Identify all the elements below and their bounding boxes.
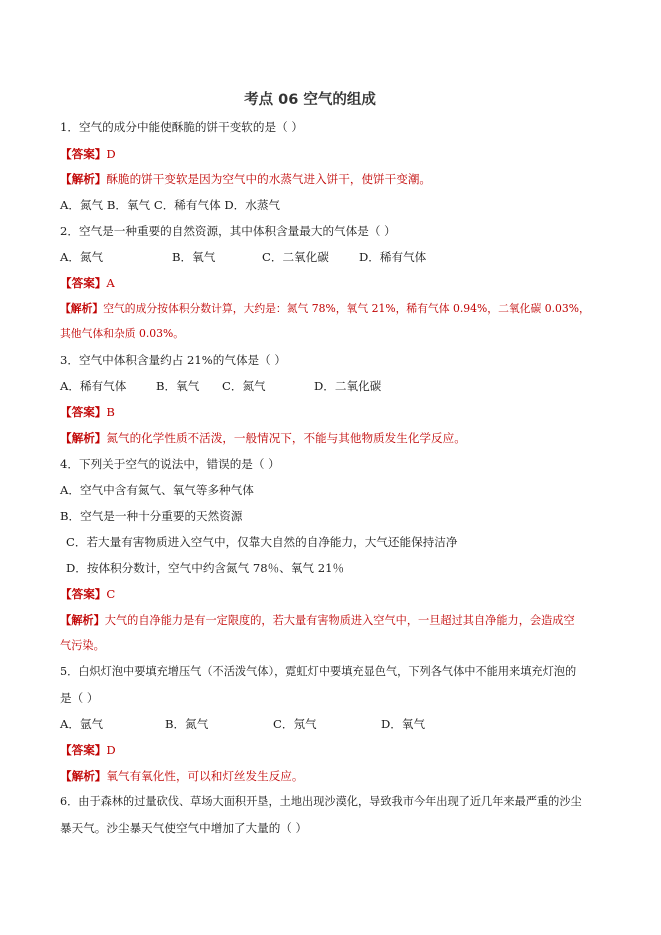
question-2-stem: 2．空气是一种重要的自然资源，其中体积含量最大的气体是（ ） <box>60 224 396 238</box>
question-3-answer <box>60 405 115 419</box>
option-a: A．氩气 <box>60 717 104 731</box>
answer-value: D <box>106 147 116 161</box>
question-5-options <box>60 717 425 731</box>
answer-tag: 【答案】 <box>60 147 107 161</box>
question-2-analysis <box>60 302 590 316</box>
question-5-stem: 5．白炽灯泡中要填充增压气（不活泼气体），霓虹灯中要填充显色气，下列各气体中不能用来填充灯泡的 <box>60 665 577 678</box>
option-c: C．二氧化碳 <box>262 250 329 264</box>
question-2-answer <box>60 276 115 290</box>
question-6-stem-cont: 暴天气。沙尘暴天气使空气中增加了大量的（ ） <box>60 821 308 835</box>
question-4-option-c: C．若大量有害物质进入空气中，仅靠大自然的自净能力，大气还能保持洁净 <box>66 535 458 549</box>
question-1-analysis <box>60 172 431 186</box>
question-2-analysis-cont <box>60 327 184 341</box>
question-6-stem: 6．由于森林的过量砍伐、草场大面积开垦，土地出现沙漠化，导致我市今年出现了近几年来最严重的沙尘 <box>60 795 582 808</box>
question-5-stem-cont: 是（ ） <box>60 691 99 705</box>
analysis-text: 氧气有氧化性，可以和灯丝发生反应。 <box>106 769 304 783</box>
question-4-option-b: B．空气是一种十分重要的天然资源 <box>60 509 243 523</box>
option-b: B．氧气 <box>172 250 216 264</box>
answer-value: A <box>106 276 115 290</box>
question-4-analysis <box>60 613 575 628</box>
question-3-options <box>60 379 381 393</box>
option-d: D．二氧化碳 <box>314 379 382 393</box>
analysis-tag: 【解析】 <box>60 172 107 186</box>
question-4-analysis-cont <box>60 639 105 653</box>
analysis-tag: 【解析】 <box>60 613 105 627</box>
analysis-text: 气污染。 <box>60 639 105 652</box>
option-a: A．稀有气体 <box>60 379 127 393</box>
option-c: C．氮气 <box>222 379 266 393</box>
option-d: D．氧气 <box>381 717 426 731</box>
answer-value: B <box>106 405 115 419</box>
analysis-text: 其他气体和杂质 0.03%。 <box>60 327 185 340</box>
analysis-tag: 【解析】 <box>60 431 107 445</box>
option-a: A．氮气 <box>60 250 104 264</box>
analysis-tag: 【解析】 <box>60 769 107 783</box>
question-5-analysis <box>60 769 304 783</box>
question-4-option-a: A．空气中含有氮气、氧气等多种气体 <box>60 483 254 497</box>
option-d: D．稀有气体 <box>359 250 427 264</box>
answer-tag: 【答案】 <box>60 743 107 757</box>
question-1-answer <box>60 147 116 161</box>
analysis-text: 空气的成分按体积分数计算，大约是：氮气 78%，氧气 21%，稀有气体 0.94%，二氧化碳 0.03%， <box>103 302 590 315</box>
question-4-answer <box>60 587 115 601</box>
analysis-text: 酥脆的饼干变软是因为空气中的水蒸气进入饼干，使饼干变潮。 <box>106 172 432 186</box>
option-b: B．氮气 <box>165 717 209 731</box>
answer-tag: 【答案】 <box>60 405 107 419</box>
option-c: C．氖气 <box>273 717 317 731</box>
analysis-text: 大气的自净能力是有一定限度的，若大量有害物质进入空气中，一旦超过其自净能力，会造成空 <box>104 614 575 627</box>
question-4-option-d: D．按体积分数计，空气中约含氮气 78％、氧气 21％ <box>66 561 345 575</box>
question-5-answer <box>60 743 116 757</box>
analysis-tag: 【解析】 <box>60 302 104 315</box>
option-b: B．氧气 <box>156 379 200 393</box>
answer-tag: 【答案】 <box>60 276 107 290</box>
analysis-text: 氮气的化学性质不活泼，一般情况下，不能与其他物质发生化学反应。 <box>106 431 466 445</box>
page-title: 考点 06 空气的组成 <box>244 92 376 108</box>
answer-value: C <box>106 587 116 601</box>
question-2-options <box>60 250 426 264</box>
answer-tag: 【答案】 <box>60 587 107 601</box>
answer-value: D <box>106 743 116 757</box>
question-3-analysis <box>60 431 466 445</box>
question-1-options: A．氮气 B．氧气 C．稀有气体 D．水蒸气 <box>60 198 281 212</box>
question-3-stem: 3．空气中体积含量约占 21%的气体是（ ） <box>60 353 287 367</box>
question-1-stem: 1．空气的成分中能使酥脆的饼干变软的是（ ） <box>60 120 303 134</box>
question-4-stem: 4．下列关于空气的说法中，错误的是（ ） <box>60 457 280 471</box>
